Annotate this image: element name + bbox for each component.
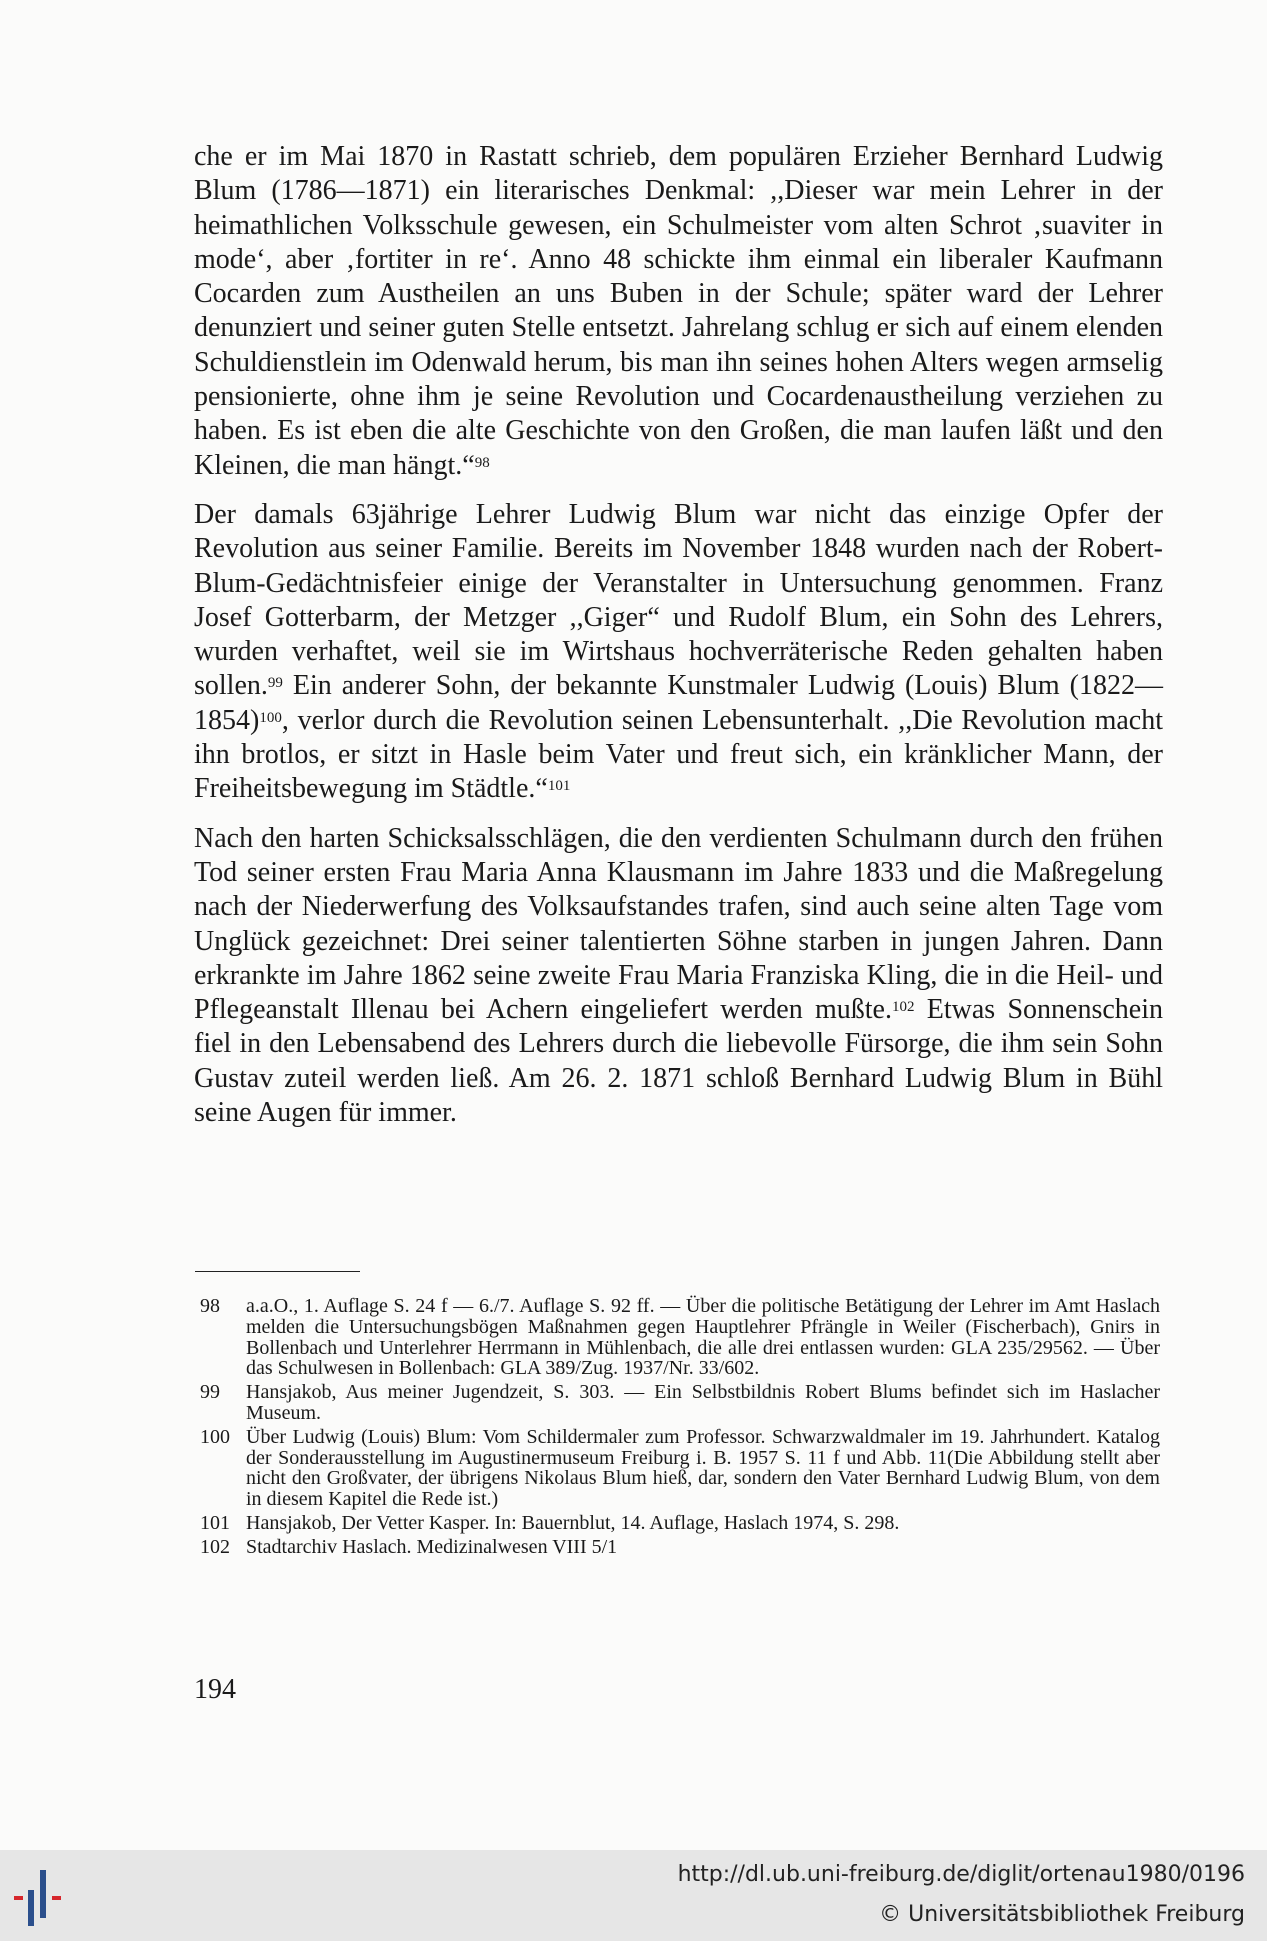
footnote [200,1513,1160,1534]
footnote [200,1296,1160,1379]
footnote-number: 100 [200,1425,230,1448]
paragraph-text: Der damals 63jährige Lehrer Ludwig Blum war nicht das einzige Opfer der Revolution aus seiner Familie. Bereits im November 1848 wurden nach der Robert-Blum-Gedächtnisfeier einige der Veranstalter in Untersuchung genommen. Franz Josef Gotterbarm, der Metzger ,,Giger“ und Rudolf Blum, ein Sohn des Lehrers, wurden verhaftet, weil sie im Wirtshaus hochverräterische Reden gehalten haben sollen. [194,498,1163,702]
paragraph [194,140,1163,483]
paragraph-text: Etwas Sonnenschein fiel in den Lebensabend des Lehrers durch die liebevolle Fürsorge, die ihm sein Sohn Gustav zuteil werden ließ. Am 26. 2. 1871 schloß Bernhard Ludwig Blum in Bühl seine Augen für immer. [194,994,1163,1129]
footnote-number: 98 [200,1295,220,1317]
footnote [200,1427,1160,1510]
footnotes [200,1296,1160,1561]
paragraph-text: che er im Mai 1870 in Rastatt schrieb, dem populären Erzieher Bernhard Ludwig Blum (1786—1871) ein literarisches Denkmal: ,,Dieser war mein Lehrer in der heimathlichen Volksschule gewesen, ein Schulmeister vom alten Schrot ‚suaviter in mode‘, aber ‚fortiter in re‘. Anno 48 schickte ihm einmal ein liberaler Kaufmann Cocarden zum Austheilen an uns Buben in der Schule; später ward der Lehrer denunziert und seiner guten Stelle entsetzt. Jahrelang schlug er sich auf einem elenden Schuldienstlein im Odenwald herum, bis man ihn seines hohen Alters wegen armselig pensionierte, ohne ihm je seine Revolution und Cocardenaustheilung verziehen zu haben. Es ist eben die alte Geschichte von den Großen, die man laufen läßt und den Kleinen, die man hängt.“ [194,141,1163,481]
copyright-notice: © Universitätsbibliothek Freiburg [879,1902,1245,1927]
footnote-text: Stadtarchiv Haslach. Medizinalwesen VIII 5/1 [246,1535,618,1558]
paragraph-text: Nach den harten Schicksalsschlägen, die den verdienten Schulmann durch den frühen Tod seiner ersten Frau Maria Anna Klausmann im Jahre 1833 und die Maßregelung nach der Niederwerfung des Volksaufstandes trafen, sind auch seine alten Tage vom Unglück gezeichnet: Drei seiner talentierten Söhne starben in jungen Jahren. Dann erkrankte im Jahre 1862 seine zweite Frau Maria Franziska Kling, die in die Heil- und Pflegeanstalt Illenau bei Achern eingeliefert werden mußte. [194,822,1163,1026]
footer-bar [0,1850,1267,1941]
footnote-text: Hansjakob, Der Vetter Kasper. In: Bauernblut, 14. Auflage, Haslach 1974, S. 298. [246,1511,900,1534]
footnote [200,1537,1160,1558]
paragraph [194,498,1163,807]
paragraph [194,822,1163,1131]
footnote [200,1382,1160,1424]
footnote-reference: 98 [474,454,490,471]
ub-freiburg-logo-icon [14,1870,80,1926]
footnote-number: 99 [200,1381,220,1404]
paragraph-text: Ein anderer Sohn, der bekannte Kunstmaler Ludwig (Louis) Blum (1822—1854) [194,670,1163,736]
footnote-reference: 100 [259,709,282,726]
footnote-number: 101 [200,1511,230,1534]
footnote-text: a.a.O., 1. Auflage S. 24 f — 6./7. Auflage S. 92 ff. — Über die politische Betätigung der Lehrer im Amt Haslach melden die Untersuchungsbögen Maßnahmen gegen Hauptlehrer Pfrängle in Weiler (Fischerbach), Gnirs in Bollenbach und Unterlehrer Herrmann in Mühlenbach, die alle drei entlassen wurden: GLA 235/29562. — Über das Schulwesen in Bollenbach: GLA 389/Zug. 1937/Nr. 33/602. [246,1295,1160,1380]
paragraph-text: , verlor durch die Revolution seinen Lebensunterhalt. ,,Die Revolution macht ihn brotlos, er sitzt in Hasle beim Vater und freut sich, ein kränklicher Mann, der Freiheitsbewegung im Städtle.“ [194,704,1163,805]
footnote-separator [195,1271,360,1272]
footnote-text: Über Ludwig (Louis) Blum: Vom Schildermaler zum Professor. Schwarzwaldmaler im 19. Jahrhundert. Katalog der Sonderausstellung im Augustinermuseum Freiburg i. B. 1957 S. 11 f und Abb. 11(Die Abbildung stellt aber nicht den Großvater, der übrigens Nikolaus Blum hieß, dar, sondern den Vater Bernhard Ludwig Blum, von dem in diesem Kapitel die Rede ist.) [246,1425,1160,1511]
permalink-url[interactable]: http://dl.ub.uni-freiburg.de/diglit/ortenau1980/0196 [677,1862,1245,1887]
page-number: 194 [194,1674,236,1705]
footnote-number: 102 [200,1535,230,1558]
footnote-text: Hansjakob, Aus meiner Jugendzeit, S. 303. — Ein Selbstbildnis Robert Blums befindet sich im Haslacher Museum. [246,1381,1160,1424]
footnote-reference: 99 [267,675,283,692]
body-text [194,140,1163,1145]
footnote-reference: 102 [891,999,915,1016]
footnote-reference: 101 [547,778,571,795]
